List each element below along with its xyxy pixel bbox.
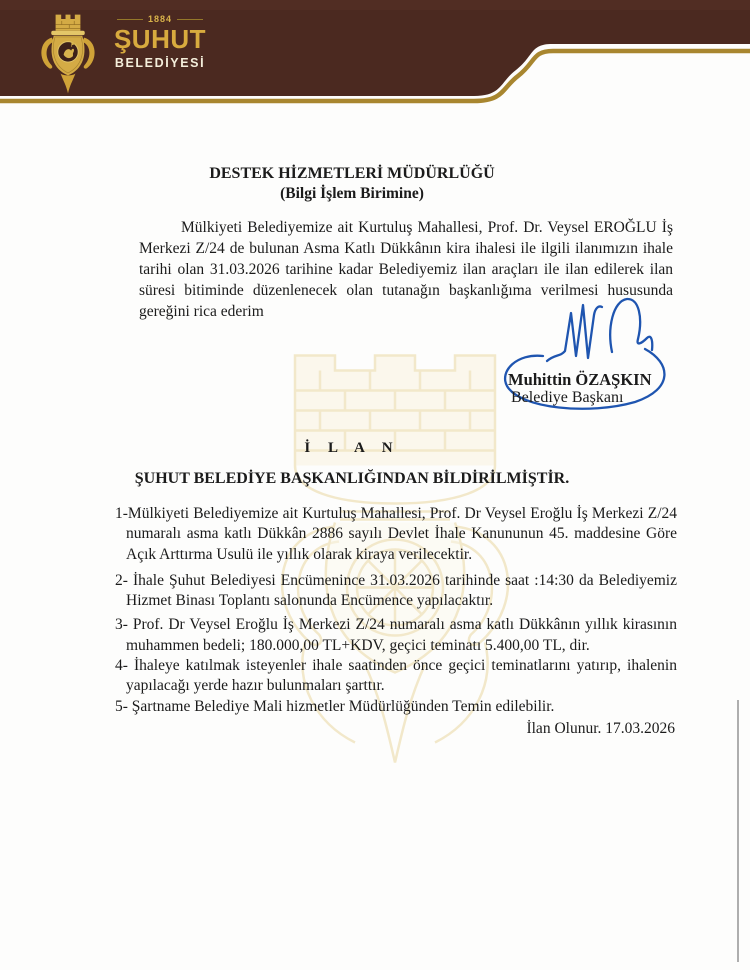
announcement-item-5: 5- Şartname Belediye Mali hizmetler Müdürlüğünden Temin edilebilir. <box>115 697 555 715</box>
announcement-subheading: ŞUHUT BELEDİYE BAŞKANLIĞINDAN BİLDİRİLMİŞTİR. <box>134 470 570 487</box>
logo-year: 1884 <box>147 14 173 24</box>
announcement-item-4: 4- İhaleye katılmak isteyenler ihale saatinden önce geçici teminatlarını yatırıp, ihalenin yapılacağı yerde hazır bulunmaları şarttır. <box>115 657 677 695</box>
signer-title: Belediye Başkanı <box>511 389 624 406</box>
logo-municipality-name: ŞUHUT <box>113 24 207 54</box>
department-subtitle: (Bilgi İşlem Birimine) <box>280 185 424 202</box>
logo-text-block <box>108 14 212 71</box>
announcement-heading: İ L A N <box>304 440 400 456</box>
banner-sheen <box>0 0 750 10</box>
announcement-closing-date: İlan Olunur. 17.03.2026 <box>526 719 675 737</box>
letter-body-paragraph: Mülkiyeti Belediyemize ait Kurtuluş Mahallesi, Prof. Dr. Veysel EROĞLU İş Merkezi Z/24 de bulunan Asma Katlı Dükkânın kira ihalesi ile ilgili ilanımızın ihale tarihi olan 31.03.2026 tarihine kadar Belediyemiz ilan araçları ile ilan edilerek ilan süresi bitiminde düzenlenecek olan tutanağın başkanlığıma verilmesi hususunda gereğini rica ederim <box>139 219 673 320</box>
year-rule-left <box>117 19 143 20</box>
announcement-item-2: 2- İhale Şuhut Belediyesi Encümenince 31.03.2026 tarihinde saat :14:30 da Belediyemiz Hizmet Binası Toplantı salonunda Encümence yapılacaktır. <box>115 571 677 610</box>
signer-name: Muhittin ÖZAŞKIN <box>508 370 652 389</box>
year-rule-right <box>177 19 203 20</box>
scan-artifact-line <box>737 700 739 962</box>
announcement-items <box>115 504 677 739</box>
municipal-crest-icon <box>37 12 99 96</box>
logo-municipality-subtitle: BELEDİYESİ <box>114 56 206 70</box>
announcement-item-3: 3- Prof. Dr Veysel Eroğlu İş Merkezi Z/24 numaralı asma katlı Dükkânın yıllık kirasının muhammen bedeli; 180.000,00 TL+KDV, geçici teminatı 5.400,00 TL, dir. <box>115 616 677 654</box>
logo-year-row <box>108 14 212 24</box>
department-title: DESTEK HİZMETLERİ MÜDÜRLÜĞÜ <box>209 165 495 182</box>
announcement-item-1: 1-Mülkiyeti Belediyemize ait Kurtuluş Mahallesi, Prof. Dr Veysel Eroğlu İş Merkezi Z/24 numaralı asma katlı Dükkân 2886 sayılı Devlet İhale Kanununun 45. maddesine Göre Açık Arttırma Usulü ile yıllık olarak kiraya verilecektir. <box>115 505 677 563</box>
